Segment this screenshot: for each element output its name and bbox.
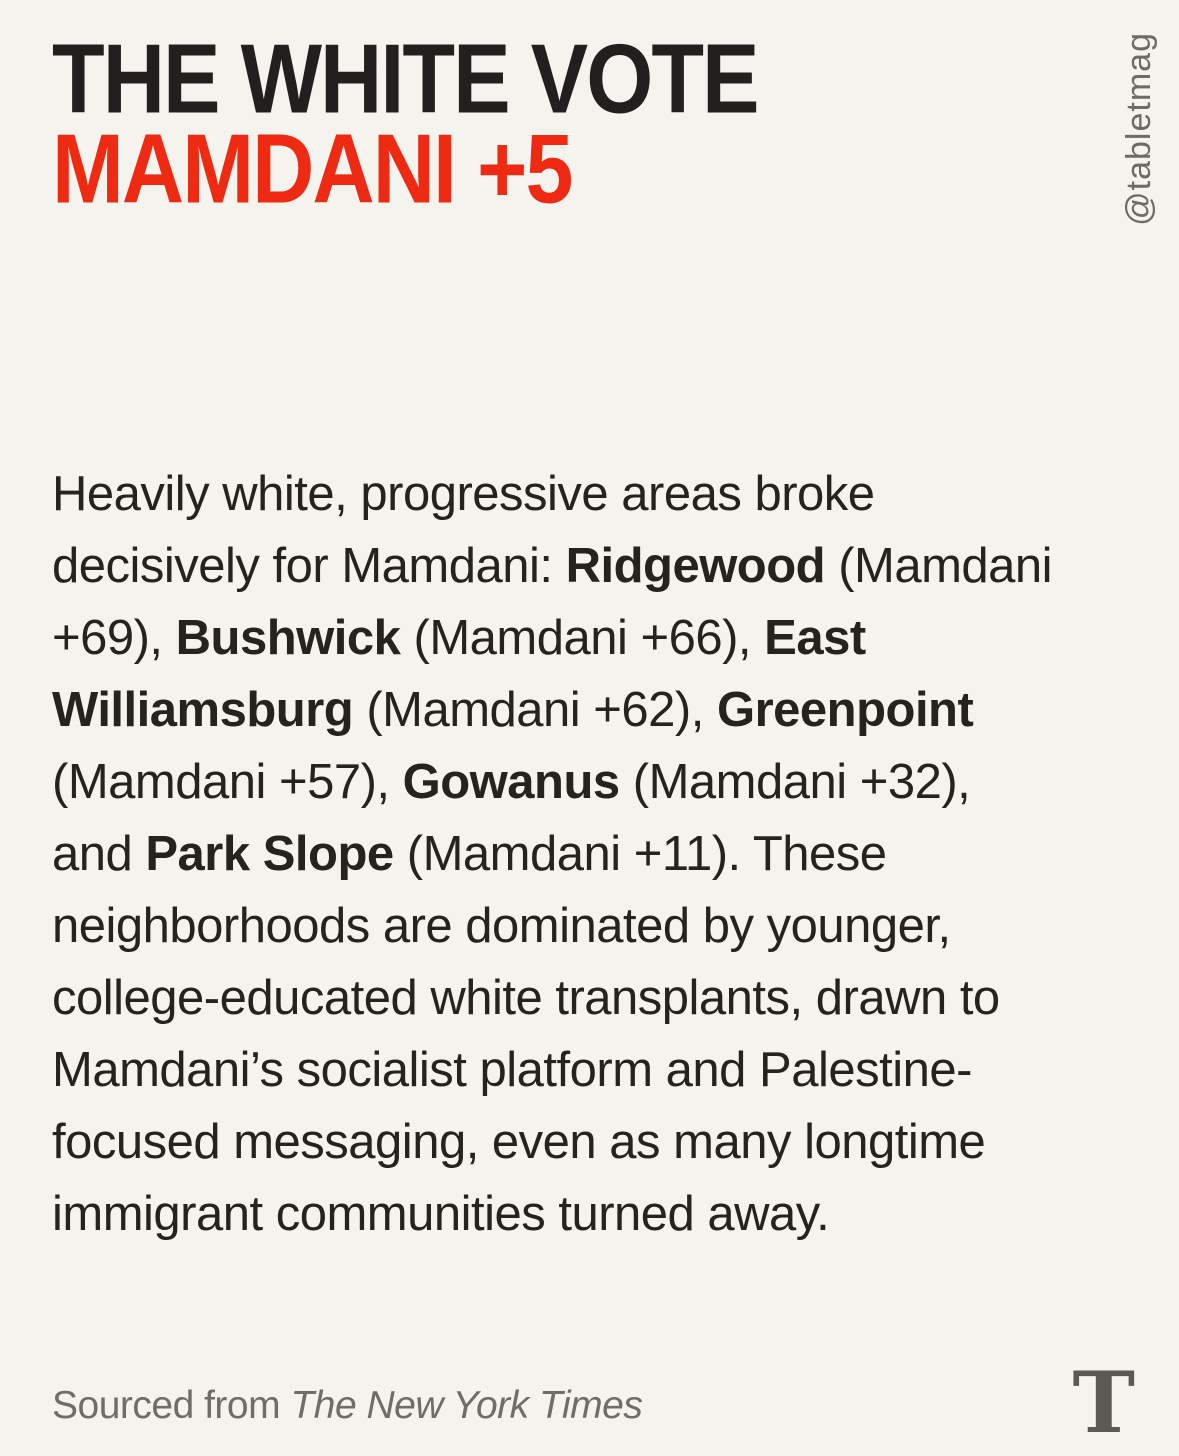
article-text-run: Heavily white, progressive areas broke decisively for Mamdani: — [52, 467, 875, 593]
article-text-run: (Mamdani +11). These neighborhoods are dominated by younger, college-educated white transplants, drawn to Mamdani’s socialist platform and Palestine-focused messaging, even as many longtime immigrant communities turned away. — [52, 827, 1000, 1241]
neighborhood-name: Bushwick — [175, 611, 401, 665]
article-text-run: (Mamdani +69), — [52, 539, 1053, 665]
source-prefix: Sourced from — [52, 1384, 291, 1427]
source-publication-name: The New York Times — [290, 1384, 643, 1427]
social-handle-watermark: @tabletmag — [1120, 32, 1158, 226]
article-text-run: (Mamdani +62), — [353, 683, 717, 737]
neighborhood-name: Gowanus — [402, 755, 620, 809]
tablet-magazine-logo: T — [1072, 1353, 1135, 1452]
neighborhood-name: Greenpoint — [716, 683, 974, 737]
article-text-run: (Mamdani +32), and — [52, 755, 971, 881]
card-title: THE WHITE VOTE — [52, 23, 758, 134]
article-text-run: (Mamdani +57), — [52, 755, 403, 809]
neighborhood-name: Ridgewood — [565, 539, 826, 593]
neighborhood-name: East Williamsburg — [52, 611, 866, 737]
neighborhood-name: Park Slope — [145, 827, 394, 881]
article-paragraph — [52, 458, 1062, 1250]
article-text-run: (Mamdani +66), — [400, 611, 765, 665]
card-subtitle-margin: MAMDANI +5 — [52, 113, 572, 224]
source-attribution — [52, 1384, 642, 1428]
